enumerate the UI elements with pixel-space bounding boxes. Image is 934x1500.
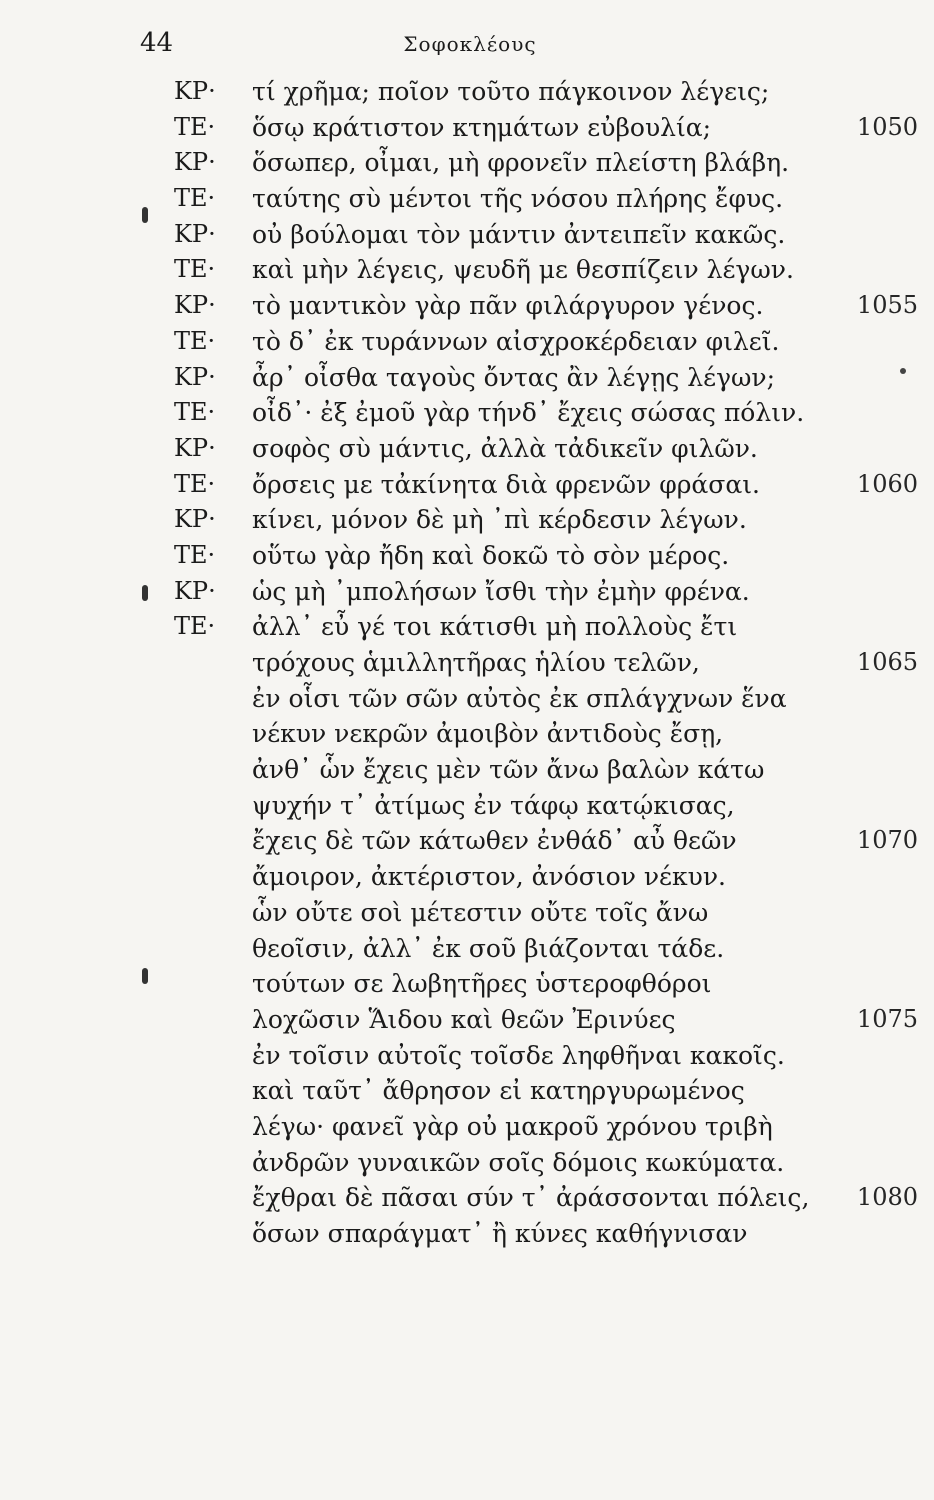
- verse-line: [0, 1145, 934, 1181]
- verse-line: [0, 1038, 934, 1074]
- verse-line: [0, 1002, 934, 1038]
- verse-text: οὐ βούλομαι τὸν μάντιν ἀντειπεῖν κακῶς.: [252, 219, 786, 249]
- verse-text: ἀνδρῶν γυναικῶν σοῖς δόμοις κωκύματα.: [252, 1147, 785, 1177]
- speaker-label: ΤΕ·: [174, 469, 216, 498]
- verse-line: [0, 1109, 934, 1145]
- verse-text: καὶ ταῦτ᾽ ἄθρησον εἰ κατηργυρωμένος: [252, 1076, 745, 1106]
- verse-text: ἀνθ᾽ ὧν ἔχεις μὲν τῶν ἄνω βαλὼν κάτω: [252, 755, 765, 785]
- verse-text: νέκυν νεκρῶν ἀμοιβὸν ἀντιδοὺς ἔσῃ,: [252, 719, 724, 749]
- verse-text: θεοῖσιν, ἀλλ᾽ ἐκ σοῦ βιάζονται τάδε.: [252, 933, 725, 963]
- verse-text: ἄμοιρον, ἀκτέριστον, ἀνόσιον νέκυν.: [252, 862, 726, 892]
- margin-mark: [142, 968, 148, 984]
- speaker-label: ΚΡ·: [174, 77, 216, 105]
- speaker-label: ΤΕ·: [174, 540, 216, 569]
- verse-text: καὶ μὴν λέγεις, ψευδῆ με θεσπίζειν λέγων.: [252, 255, 794, 285]
- verse-text: ὧν οὔτε σοὶ μέτεστιν οὔτε τοῖς ἄνω: [252, 897, 709, 927]
- speaker-label: ΚΡ·: [174, 576, 216, 605]
- verse-text: τὸ μαντικὸν γὰρ πᾶν φιλάργυρον γένος.: [252, 291, 764, 321]
- verse-line: [0, 931, 934, 967]
- speaker-label: ΤΕ·: [174, 184, 216, 213]
- verse-line: [0, 395, 934, 431]
- verse-line: [0, 645, 934, 681]
- line-number: 1055: [856, 291, 918, 320]
- verse-text: ὅσων σπαράγματ᾽ ἢ κύνες καθήγνισαν: [252, 1219, 748, 1248]
- line-number: 1075: [856, 1004, 918, 1033]
- line-number: 1065: [856, 648, 918, 676]
- verse-line: [0, 752, 934, 788]
- verse-line: [0, 217, 934, 253]
- verse-text: ἀλλ᾽ εὖ γέ τοι κάτισθι μὴ πολλοὺς ἔτι: [252, 612, 738, 642]
- verse-text: οἶδ᾽· ἐξ ἐμοῦ γὰρ τήνδ᾽ ἔχεις σώσας πόλιν.: [252, 398, 805, 428]
- line-number: 1060: [856, 469, 918, 498]
- margin-dot: [900, 368, 906, 374]
- page-number: 44: [140, 28, 174, 58]
- page-header: [0, 28, 934, 68]
- verse-text: ὄρσεις με τἀκίνητα διὰ φρενῶν φράσαι.: [252, 469, 760, 499]
- verse-text: κίνει, μόνον δὲ μὴ ᾽πὶ κέρδεσιν λέγων.: [252, 505, 747, 535]
- verse-line: [0, 502, 934, 538]
- verse-line: [0, 574, 934, 610]
- speaker-label: ΤΕ·: [174, 255, 216, 284]
- speaker-label: ΚΡ·: [174, 219, 216, 248]
- running-title: Σοφοκλέους: [403, 32, 537, 56]
- verse-line: [0, 145, 934, 181]
- speaker-label: ΚΡ·: [174, 433, 216, 462]
- verse-line: [0, 895, 934, 931]
- margin-mark: [142, 207, 148, 223]
- speaker-label: ΚΡ·: [174, 362, 216, 391]
- verse-text: τρόχους ἁμιλλητῆρας ἡλίου τελῶν,: [252, 648, 700, 677]
- verse-text: λέγω· φανεῖ γὰρ οὐ μακροῦ χρόνου τριβὴ: [252, 1111, 773, 1141]
- speaker-label: ΚΡ·: [174, 148, 216, 177]
- verse-line: [0, 823, 934, 859]
- verse-line: [0, 360, 934, 396]
- verse-text: ὅσῳ κράτιστον κτημάτων εὐβουλία;: [252, 112, 712, 142]
- verse-text: σοφὸς σὺ μάντις, ἀλλὰ τἀδικεῖν φιλῶν.: [252, 433, 758, 463]
- verse-line: [0, 788, 934, 824]
- verse-line: [0, 681, 934, 717]
- verse-block: [0, 74, 934, 1252]
- verse-line: [0, 1216, 934, 1252]
- verse-line: [0, 966, 934, 1002]
- speaker-label: ΤΕ·: [174, 326, 216, 355]
- verse-text: οὕτω γὰρ ἤδη καὶ δοκῶ τὸ σὸν μέρος.: [252, 540, 730, 570]
- verse-text: ἐν οἷσι τῶν σῶν αὐτὸς ἐκ σπλάγχνων ἕνα: [252, 683, 787, 713]
- verse-text: ἆρ᾽ οἶσθα ταγοὺς ὄντας ἂν λέγῃς λέγων;: [252, 362, 776, 392]
- verse-text: τούτων σε λωβητῆρες ὑστεροφθόροι: [252, 969, 712, 999]
- speaker-label: ΚΡ·: [174, 505, 216, 534]
- verse-text: ψυχήν τ᾽ ἀτίμως ἐν τάφῳ κατῴκισας,: [252, 790, 735, 820]
- verse-line: [0, 74, 934, 110]
- verse-text: λοχῶσιν Ἅιδου καὶ θεῶν Ἐρινύες: [252, 1004, 676, 1034]
- verse-line: [0, 110, 934, 146]
- speaker-label: ΤΕ·: [174, 612, 216, 641]
- verse-line: [0, 1073, 934, 1109]
- verse-line: [0, 467, 934, 503]
- verse-text: ἐν τοῖσιν αὐτοῖς τοῖσδε ληφθῆναι κακοῖς.: [252, 1040, 785, 1070]
- verse-text: ὅσωπερ, οἶμαι, μὴ φρονεῖν πλείστη βλάβη.: [252, 148, 790, 178]
- line-number: 1070: [856, 826, 918, 855]
- verse-line: [0, 181, 934, 217]
- verse-line: [0, 252, 934, 288]
- verse-line: [0, 716, 934, 752]
- verse-line: [0, 431, 934, 467]
- line-number: 1050: [856, 112, 918, 141]
- line-number: 1080: [856, 1183, 918, 1212]
- verse-text: τί χρῆμα; ποῖον τοῦτο πάγκοινον λέγεις;: [252, 77, 770, 106]
- verse-text: ἔχεις δὲ τῶν κάτωθεν ἐνθάδ᾽ αὖ θεῶν: [252, 826, 737, 856]
- verse-text: ὡς μὴ ᾽μπολήσων ἴσθι τὴν ἐμὴν φρένα.: [252, 576, 750, 606]
- verse-line: [0, 609, 934, 645]
- verse-line: [0, 538, 934, 574]
- verse-line: [0, 859, 934, 895]
- verse-line: [0, 288, 934, 324]
- speaker-label: ΤΕ·: [174, 398, 216, 427]
- speaker-label: ΤΕ·: [174, 112, 216, 141]
- verse-text: τὸ δ᾽ ἐκ τυράννων αἰσχροκέρδειαν φιλεῖ.: [252, 326, 780, 356]
- verse-line: [0, 1180, 934, 1216]
- margin-mark: [142, 585, 148, 601]
- verse-text: ταύτης σὺ μέντοι τῆς νόσου πλήρης ἔφυς.: [252, 184, 784, 214]
- verse-text: ἔχθραι δὲ πᾶσαι σύν τ᾽ ἀράσσονται πόλεις,: [252, 1183, 810, 1213]
- speaker-label: ΚΡ·: [174, 291, 216, 320]
- verse-line: [0, 324, 934, 360]
